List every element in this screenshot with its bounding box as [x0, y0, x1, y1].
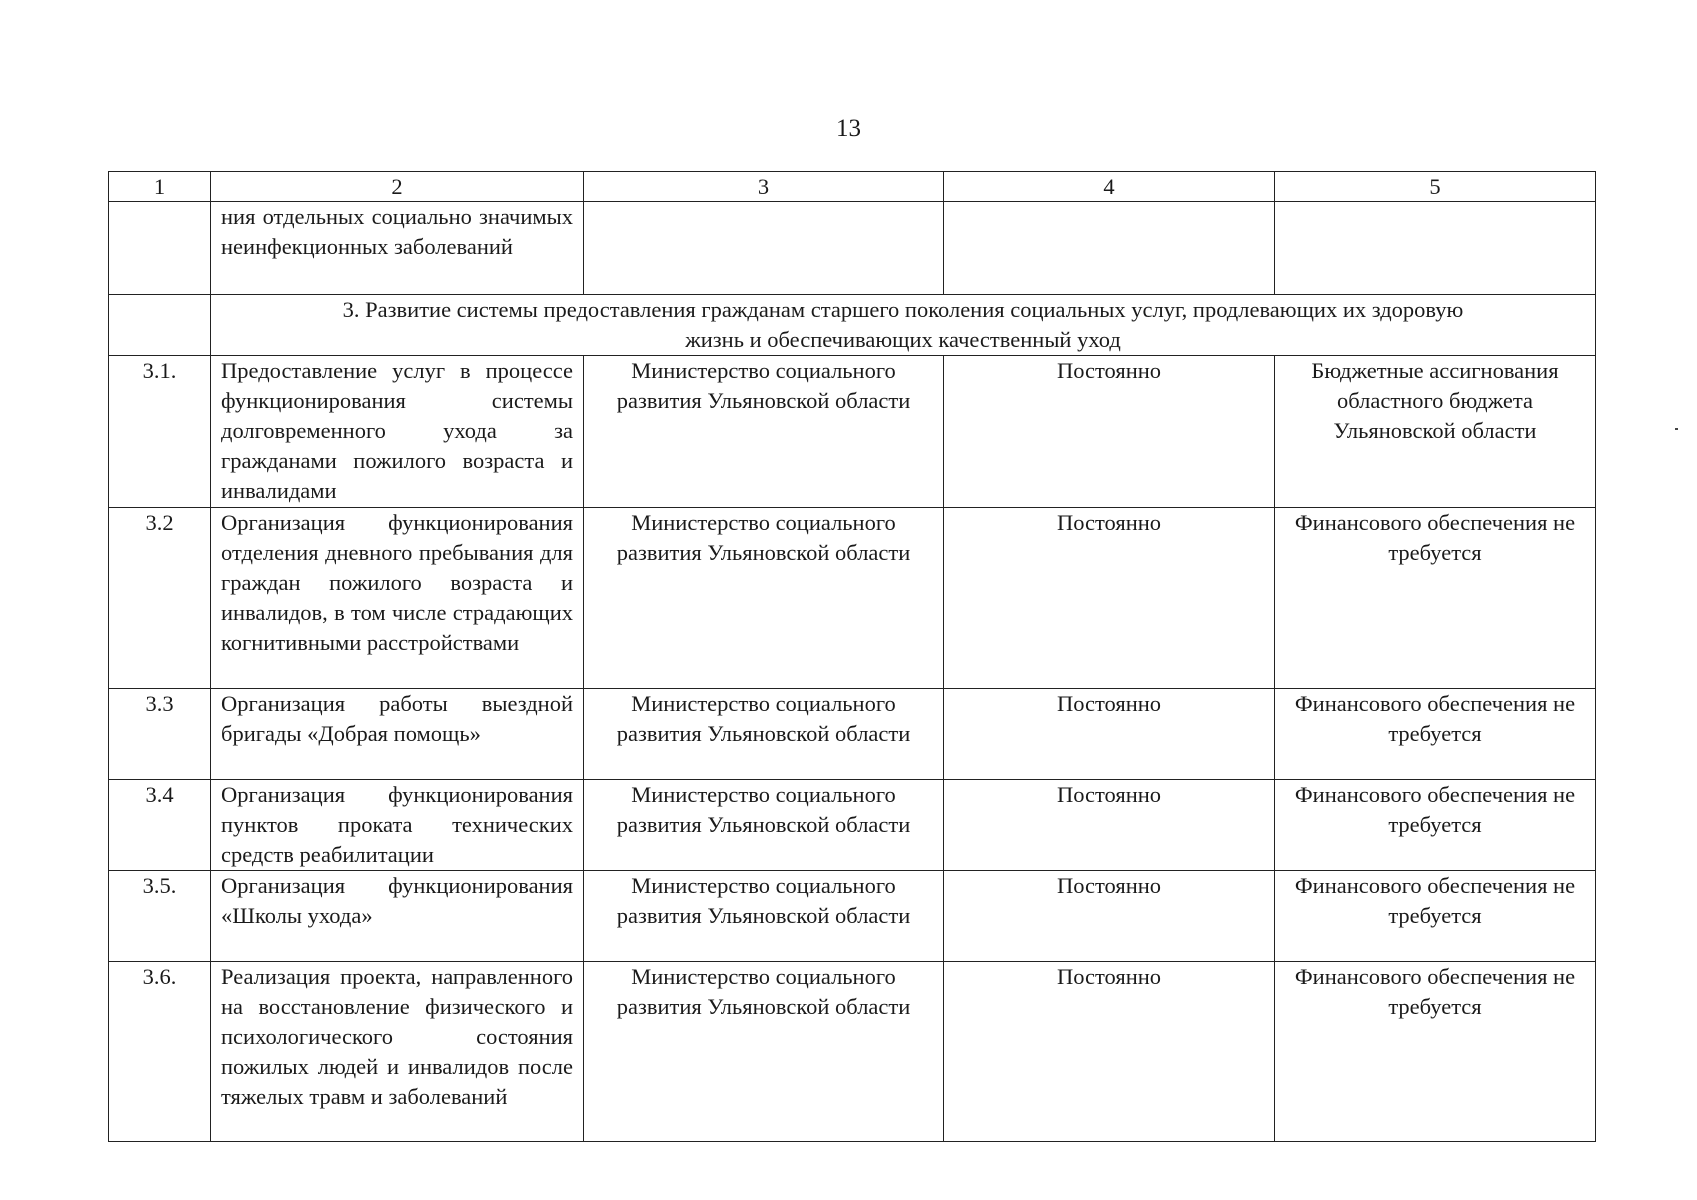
financing: Финансового обеспечения не требуется — [1275, 689, 1596, 780]
scan-speck — [1675, 428, 1678, 430]
financing — [1275, 202, 1596, 295]
executor: Министерство социального развития Ульяновской области — [584, 962, 944, 1142]
table-row — [109, 962, 1596, 1142]
executor: Министерство социального развития Ульяновской области — [584, 780, 944, 871]
financing: Финансового обеспечения не требуется — [1275, 871, 1596, 962]
financing: Финансового обеспечения не требуется — [1275, 780, 1596, 871]
table-row — [109, 871, 1596, 962]
table-row — [109, 356, 1596, 508]
executor: Министерство социального развития Ульяновской области — [584, 871, 944, 962]
term: Постоянно — [944, 871, 1275, 962]
term: Постоянно — [944, 356, 1275, 508]
row-number: 3.6. — [109, 962, 211, 1142]
table-row — [109, 508, 1596, 689]
executor: Министерство социального развития Ульяновской области — [584, 508, 944, 689]
measure-description: Предоставление услуг в процессе функционирования системы долговременного ухода за гражданами пожилого возраста и инвалидами — [211, 356, 584, 508]
executor — [584, 202, 944, 295]
column-number: 5 — [1275, 172, 1596, 202]
row-number: 3.5. — [109, 871, 211, 962]
term: Постоянно — [944, 689, 1275, 780]
section-header-row — [109, 295, 1596, 356]
column-number: 2 — [211, 172, 584, 202]
measures-table — [108, 171, 1596, 1142]
term: Постоянно — [944, 962, 1275, 1142]
term: Постоянно — [944, 780, 1275, 871]
term — [944, 202, 1275, 295]
financing: Бюджетные ассигнования областного бюджета Ульяновской области — [1275, 356, 1596, 508]
financing: Финансового обеспечения не требуется — [1275, 962, 1596, 1142]
executor: Министерство социального развития Ульяновской области — [584, 356, 944, 508]
row-number: 3.4 — [109, 780, 211, 871]
measure-description: Организация функционирования пунктов проката технических средств реабилитации — [211, 780, 584, 871]
measure-description: Организация функционирования «Школы ухода» — [211, 871, 584, 962]
row-number — [109, 202, 211, 295]
measure-description: Реализация проекта, направленного на восстановление физического и психологического состояния пожилых людей и инвалидов после тяжелых травм и заболеваний — [211, 962, 584, 1142]
table-row — [109, 780, 1596, 871]
page-number: 13 — [836, 115, 861, 142]
table-row — [109, 689, 1596, 780]
row-number — [109, 295, 211, 356]
column-number: 4 — [944, 172, 1275, 202]
row-number: 3.2 — [109, 508, 211, 689]
term: Постоянно — [944, 508, 1275, 689]
executor: Министерство социального развития Ульяновской области — [584, 689, 944, 780]
measure-description: Организация работы выездной бригады «Добрая помощь» — [211, 689, 584, 780]
measure-description: ния отдельных социально значимых неинфекционных заболеваний — [211, 202, 584, 295]
row-number: 3.1. — [109, 356, 211, 508]
continuation-row — [109, 202, 1596, 295]
section-title: 3. Развитие системы предоставления гражданам старшего поколения социальных услуг, продлевающих их здоровую жизнь и обеспечивающих качественный уход — [211, 295, 1596, 356]
column-number: 1 — [109, 172, 211, 202]
column-number: 3 — [584, 172, 944, 202]
column-numbers-row — [109, 172, 1596, 202]
measure-description: Организация функционирования отделения дневного пребывания для граждан пожилого возраста и инвалидов, в том числе страдающих когнитивными расстройствами — [211, 508, 584, 689]
financing: Финансового обеспечения не требуется — [1275, 508, 1596, 689]
row-number: 3.3 — [109, 689, 211, 780]
